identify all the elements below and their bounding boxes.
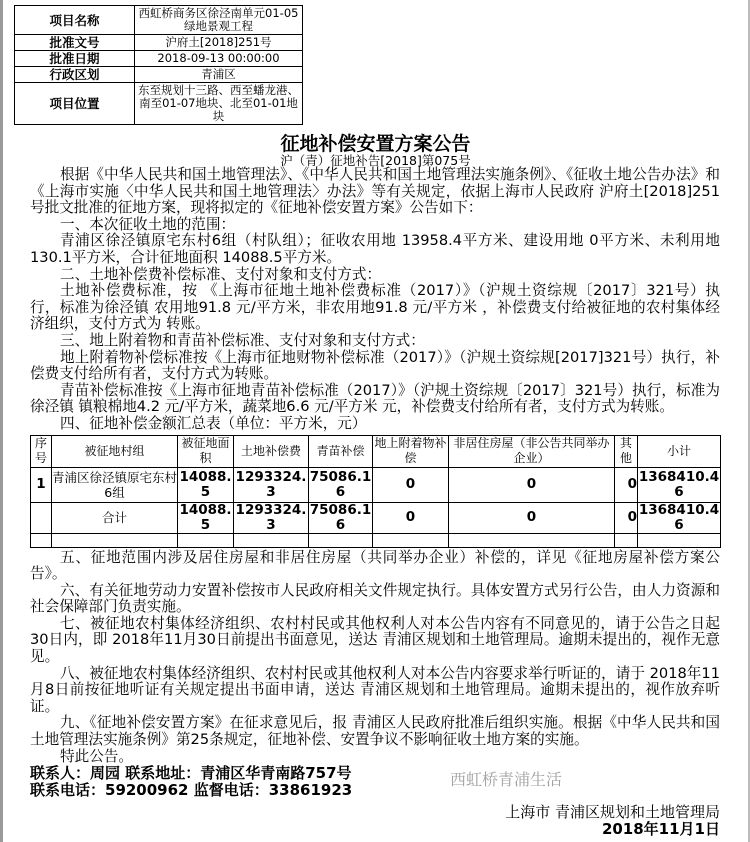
column-header: 青苗补偿 [309,435,373,467]
info-value: 东至规划十三路、西至蟠龙港、南至01-07地块、北至01-01地块 [135,83,303,125]
info-row [15,51,303,67]
closing-line: 特此公告。 [60,747,133,765]
column-header: 非居住房屋（非公告共同举办企业） [449,435,615,467]
paragraph: 九、《征地补偿安置方案》在征求意见后，报 青浦区人民政府批准后组织实施。根据《中华人民共和国土地管理法实施条例》第25条规定，征地补偿、安置争议不影响征收土地方案的实施。 [30,714,720,749]
section-heading: 二、土地补偿费补偿标准、支付对象和支付方式： [60,265,382,283]
paragraph: 根据《中华人民共和国土地管理法》、《中华人民共和国土地管理法实施条例》、《征收土地公告办法》和《上海市实施〈中华人民共和国土地管理法〉办法》等有关规定，依据上海市人民政府 沪府土[2018]251号批文批准的征地方案，现将拟定的《征地补偿安置方案》公告如下： [30,166,720,217]
table-cell: 1368410.46 [638,467,721,502]
table-cell: 0 [615,467,638,502]
info-row [15,35,303,51]
section-heading: 三、地上附着物和青苗补偿标准、支付对象和支付方式： [60,331,425,349]
table-cell: 0 [373,467,449,502]
contact-info [30,765,720,798]
watermark: 西虹桥青浦生活 [450,770,563,790]
table-empty-row [31,533,721,547]
paragraph: 青苗补偿标准按《上海市征地青苗补偿标准（2017）》（沪规土资综规〔2017〕321号）执行，标准为徐泾镇 镇粮棉地4.2 元/平方米，蔬菜地6.6 元/平方米 元，补偿费支付给所有者，支付方式为转账。 [30,381,720,416]
info-row [15,67,303,83]
footer-block [30,765,720,837]
paragraph: 五、征地范围内涉及居住房屋和非居住房屋（共同举办企业）补偿的，详见《征地房屋补偿方案公告》。 [30,548,720,583]
info-label: 批准文号 [15,35,135,51]
table-cell: 0 [615,502,638,533]
info-row [15,83,303,125]
notice-body-upper [30,167,720,433]
info-label: 批准日期 [15,51,135,67]
info-label: 行政区划 [15,67,135,83]
column-header: 被征地村组 [52,435,178,467]
table-cell: 合计 [52,502,178,533]
info-label: 项目位置 [15,83,135,125]
column-header: 小计 [638,435,721,467]
paragraph: 八、被征地农村集体经济组织、农村村民或其他权利人对本公告内容要求举行听证的，请于 2018年11月8日前按征地听证有关规定提出书面申请，送达 青浦区规划和土地管理局。逾期未提出的，视作放弃听证。 [30,664,720,715]
info-label: 项目名称 [15,6,135,35]
issuing-organization: 上海市 青浦区规划和土地管理局 [505,803,720,822]
table-cell: 青浦区徐泾镇原宅东村6组 [52,467,178,502]
paragraph: 七、被征地农村集体经济组织、农村村民或其他权利人对本公告内容有不同意见的，请于公告之日起30日内，即 2018年11月30日前提出书面意见，送达 青浦区规划和土地管理局。逾期未提出的，视作无意见。 [30,614,720,666]
column-header: 其他 [615,435,638,467]
document-number: 沪（青）征地补告[2018]第075号 [280,153,471,168]
info-row [15,6,303,35]
table-cell: 0 [449,502,615,533]
compensation-summary-table [30,435,721,548]
paragraph: 六、有关征地劳动力安置补偿按市人民政府相关文件规定执行。具体安置方式另行公告，由人力资源和社会保障部门负责实施。 [30,581,720,616]
table-cell: 1293324.3 [234,467,309,502]
notice-body-lower [30,550,720,766]
signature-block [30,804,720,837]
table-cell: 0 [449,467,615,502]
project-info-table [14,5,303,125]
column-header: 土地补偿费 [234,435,309,467]
table-cell: 14088.5 [178,467,234,502]
issue-date: 2018年11月1日 [601,820,720,838]
contact-phones: 联系电话：59200962 监督电话：33861923 [30,780,353,799]
table-header-row [31,435,721,467]
column-header: 被征地面积 [178,435,234,467]
paragraph: 土地补偿费标准，按 《上海市征地土地补偿费标准（2017）》（沪规土资综规〔2017〕321号）执行，标准为徐泾镇 农用地91.8 元/平方米，非农用地91.8 元/平方米 ，补偿费支付给被征地的农村集体经济组织，支付方式为 转账。 [30,282,720,333]
section-heading: 四、征地补偿金额汇总表（单位：平方米，元） [60,414,367,432]
info-value: 青浦区 [135,67,303,83]
table-cell [31,502,52,533]
table-cell: 0 [373,502,449,533]
table-cell: 75086.16 [309,501,372,533]
info-value: 2018-09-13 00:00:00 [135,51,303,67]
table-cell: 1368410.46 [638,501,720,533]
table-cell: 1293324.3 [234,502,309,533]
section-heading: 一、本次征收土地的范围： [60,215,236,233]
paragraph: 青浦区徐泾镇原宅东村6组（村队组）；征收农用地 13958.4平方米、建设用地 0平方米、未利用地 130.1平方米，合计征地面积 14088.5平方米。 [30,232,720,266]
table-total-row [31,502,721,533]
table-cell: 14088.5 [179,501,232,533]
table-cell: 75086.16 [309,467,373,502]
column-header: 地上附着物补偿 [374,436,447,465]
table-cell: 1 [31,467,52,502]
paragraph: 地上附着物补偿标准按《上海市征地财物补偿标准（2017）》（沪规土资综规[2017]321号）执行，补偿费支付给所有者，支付方式为转账。 [30,348,720,383]
table-row [31,467,721,502]
info-value: 西虹桥商务区徐泾南单元01-05绿地景观工程 [135,6,303,35]
notice-title: 征地补偿安置方案公告 [280,133,471,155]
info-value: 沪府土[2018]251号 [135,35,303,51]
column-header: 序号 [31,435,52,467]
contact-person-address: 联系人：周园 联系地址：青浦区华青南路757号 [30,764,352,783]
